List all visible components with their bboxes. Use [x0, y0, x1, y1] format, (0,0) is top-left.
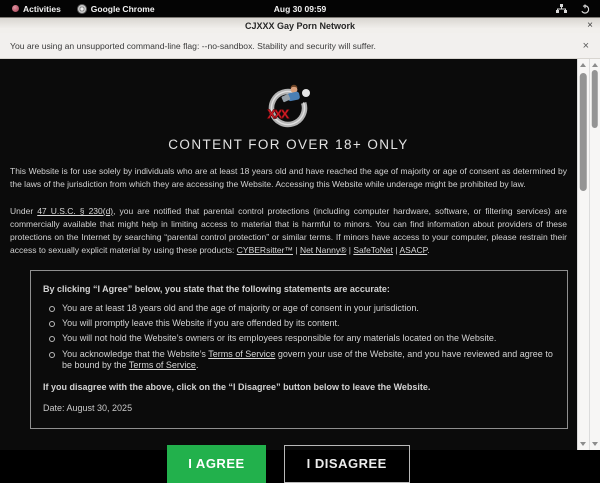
ack-text: .: [196, 360, 199, 370]
logo-xxx-text: xxx: [267, 105, 290, 123]
site-logo: [0, 59, 577, 129]
scroll-up-arrow[interactable]: [580, 63, 586, 67]
date-line: Date: August 30, 2025: [43, 402, 555, 414]
power-icon[interactable]: [580, 4, 590, 14]
inner-scroll-thumb[interactable]: [580, 73, 587, 191]
activities-label: Activities: [23, 4, 61, 14]
unsupported-flag-infobar: [0, 33, 600, 59]
ack-text: govern your use of the Website, and you have reviewed and agree to be bound by the: [62, 349, 553, 371]
safetonet-link[interactable]: SafeToNet: [353, 245, 393, 255]
bullet-item: [49, 333, 555, 345]
intro-text: This Website is for use solely by individuals who are at least 18 years old and have reached the age of majority or age of consent as determined by the laws of the jurisdiction from which they are accessing the Website. Accessing this Website while underage might be prohibited by law.: [10, 166, 567, 189]
bullet-text: You are at least 18 years old and the age of majority or age of consent in your jurisdiction.: [62, 303, 419, 315]
window-close-icon[interactable]: ×: [587, 19, 593, 33]
page-heading: CONTENT FOR OVER 18+ ONLY: [0, 137, 577, 152]
cybersitter-link[interactable]: CYBERsitter™: [237, 245, 293, 255]
bullet-text: You will promptly leave this Website if you are offended by its content.: [62, 318, 340, 330]
activities-button[interactable]: [12, 4, 61, 14]
age-gate-page: [0, 59, 577, 450]
infobar-message: You are using an unsupported command-line flag: --no-sandbox. Stability and security will suffer.: [10, 41, 376, 51]
asacp-link[interactable]: ASACP: [399, 245, 427, 255]
gnome-top-bar: [0, 0, 600, 17]
notice-text: Under: [10, 206, 37, 216]
activities-icon: [12, 5, 19, 12]
bullet-marker: [49, 352, 55, 358]
disagree-button[interactable]: I DISAGREE: [284, 445, 410, 483]
notice-end-text: .: [427, 245, 429, 255]
scrollbar-area: [577, 59, 600, 450]
disagree-note: If you disagree with the above, click on the “I Disagree” button below to leave the Website.: [43, 381, 555, 393]
separator: |: [393, 245, 399, 255]
agreement-box: [30, 270, 568, 429]
chrome-app-label: Google Chrome: [91, 4, 155, 14]
consent-buttons: [0, 445, 577, 483]
inner-scrollbar[interactable]: [577, 59, 589, 450]
clock[interactable]: Aug 30 09:59: [0, 4, 600, 14]
scroll-down-arrow[interactable]: [592, 442, 598, 446]
separator: |: [293, 245, 300, 255]
agreement-bullets: [43, 303, 555, 372]
outer-scroll-thumb[interactable]: [592, 70, 599, 128]
window-title: CJXXX Gay Porn Network: [245, 21, 355, 31]
terms-of-service-link[interactable]: Terms of Service: [129, 360, 196, 370]
bullet-marker: [49, 336, 55, 342]
chrome-icon: [77, 4, 87, 14]
separator: |: [346, 245, 353, 255]
bullet-item: [49, 349, 555, 373]
scroll-up-arrow[interactable]: [592, 63, 598, 67]
network-icon[interactable]: [556, 4, 567, 14]
bullet-text: You will not hold the Website’s owners or its employees responsible for any materials located on the Website.: [62, 333, 496, 345]
agree-button[interactable]: I AGREE: [167, 445, 265, 483]
scroll-down-arrow[interactable]: [580, 442, 586, 446]
outer-scrollbar[interactable]: [589, 59, 600, 450]
parental-controls-paragraph: [10, 205, 567, 258]
intro-paragraph: [10, 165, 567, 192]
bullet-item: [49, 318, 555, 330]
bullet-marker: [49, 321, 55, 327]
bullet-marker: [49, 306, 55, 312]
terms-of-service-link[interactable]: Terms of Service: [208, 349, 275, 359]
ack-text: You acknowledge that the Website’s: [62, 349, 208, 359]
bullet-item: [49, 303, 555, 315]
infobar-close-icon[interactable]: ×: [583, 40, 589, 52]
chrome-app-indicator[interactable]: [77, 4, 155, 14]
usc-230d-link[interactable]: 47 U.S.C. § 230(d): [37, 206, 113, 216]
netnanny-link[interactable]: Net Nanny®: [300, 245, 346, 255]
window-titlebar: [0, 17, 600, 33]
agreement-intro: By clicking “I Agree” below, you state that the following statements are accurate:: [43, 283, 555, 295]
bullet-text: [62, 349, 555, 373]
notice-body-text: , you are notified that parental control protections (including computer hardware, software, or filtering services) are commercially available that might help in limiting access to material that is harmful to minors. You can find information about providers of these protections on the Internet by searching “parental control protection” or similar terms. If minors have access to your computer, please restrain their access to sexually explicit material by using these products:: [10, 206, 567, 256]
